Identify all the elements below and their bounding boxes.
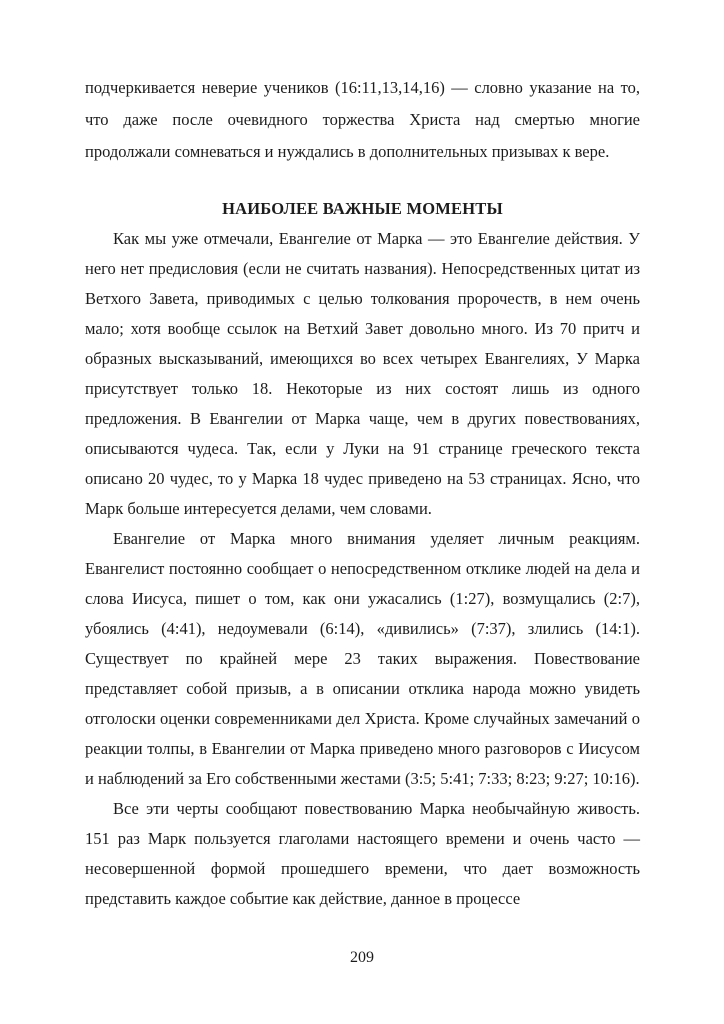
paragraph: Как мы уже отмечали, Евангелие от Марка — это Евангелие действия. У него нет предисловия (если не считать названия). Непосредственных цитат из Ветхого Завета, приводимых с целью толкования пророчеств, в нем очень мало; хотя вообще ссылок на Ветхий Завет довольно много. Из 70 притч и образных высказываний, имеющихся во всех четырех Евангелиях, У Марка присутствует только 18. Некоторые из них состоят лишь из одного предложения. В Евангелии от Марка чаще, чем в других повествованиях, описываются чудеса. Так, если у Луки на 91 странице греческого текста описано 20 чудес, то у Марка 18 чудес приведено на 53 страницах. Ясно, что Марк больше интересуется делами, чем словами. bbox=[85, 229, 640, 518]
page-number: 209 bbox=[350, 949, 374, 966]
section-heading: НАИБОЛЕЕ ВАЖНЫЕ МОМЕНТЫ bbox=[222, 199, 503, 218]
paragraph: Все эти черты сообщают повествованию Марка необычайную живость. 151 раз Марк пользуется глаголами настоящего времени и очень часто — несовершенной формой прошедшего времени, что дает возможность представить каждое событие как действие, данное в процессе bbox=[85, 799, 640, 908]
paragraph-continuation: подчеркивается неверие учеников (16:11,13,14,16) — словно указание на то, что даже после очевидного торжества Христа над смертью многие продолжали сомневаться и нуждались в дополнительных призывах к вере. bbox=[85, 78, 640, 161]
paragraph: Евангелие от Марка много внимания уделяет личным реакциям. Евангелист постоянно сообщает о непосредственном отклике людей на дела и слова Иисуса, пишет о том, как они ужасались (1:27), возмущались (2:7), убоялись (4:41), недоумевали (6:14), «дивились» (7:37), злились (14:1). Существует по крайней мере 23 таких выражения. Повествование представляет собой призыв, а в описании отклика народа можно увидеть отголоски оценки современниками дел Христа. Кроме случайных замечаний о реакции толпы, в Евангелии от Марка приведено много разговоров с Иисусом и наблюдений за Его собственными жестами (3:5; 5:41; 7:33; 8:23; 9:27; 10:16). bbox=[85, 529, 640, 788]
